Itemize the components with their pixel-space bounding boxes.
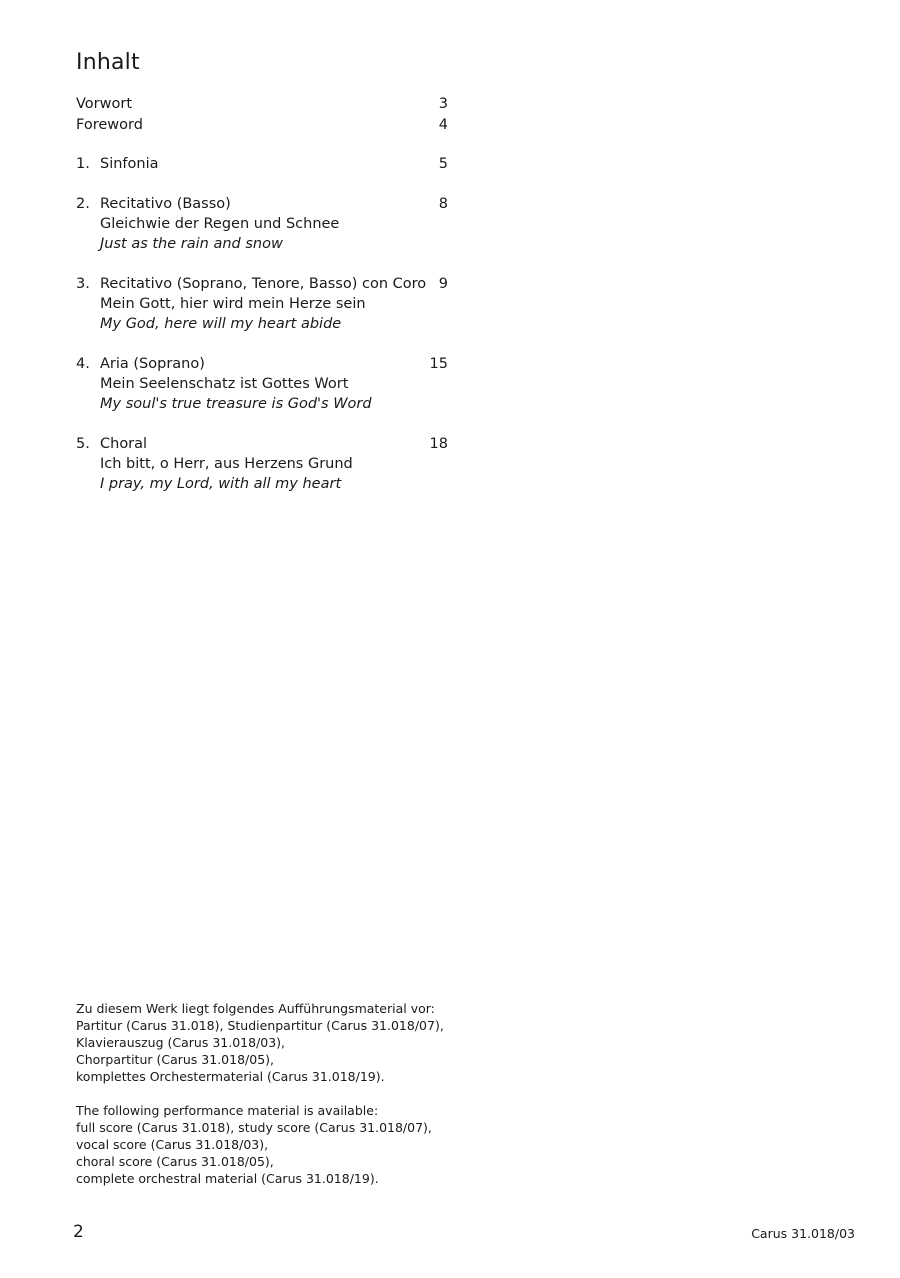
page-title: Inhalt — [76, 50, 140, 75]
movement-german-title: Mein Gott, hier wird mein Herze sein — [100, 296, 366, 312]
movement-title: Choral — [100, 436, 148, 452]
material-line-de: Partitur (Carus 31.018), Studienpartitur (Carus 31.018/07), — [76, 1018, 444, 1033]
movement-page: 15 — [429, 356, 448, 372]
material-line-en: vocal score (Carus 31.018/03), — [76, 1137, 269, 1152]
movement-title: Sinfonia — [100, 156, 159, 172]
movement-page: 9 — [438, 276, 448, 292]
movement-number: 4. — [76, 356, 90, 372]
toc-label: Vorwort — [76, 96, 133, 112]
movement-english-title: My God, here will my heart abide — [100, 316, 342, 332]
movement-title: Recitativo (Soprano, Tenore, Basso) con Coro — [100, 276, 427, 292]
page-number: 2 — [73, 1222, 84, 1242]
material-line-de: Zu diesem Werk liegt folgendes Aufführungsmaterial vor: — [76, 1001, 435, 1016]
movement-number: 2. — [76, 196, 90, 212]
material-line-de: komplettes Orchestermaterial (Carus 31.018/19). — [76, 1069, 385, 1084]
material-line-en: full score (Carus 31.018), study score (Carus 31.018/07), — [76, 1120, 432, 1135]
toc-page: 3 — [438, 96, 448, 112]
movement-german-title: Mein Seelenschatz ist Gottes Wort — [100, 376, 349, 392]
movement-number: 5. — [76, 436, 90, 452]
material-line-de: Klavierauszug (Carus 31.018/03), — [76, 1035, 286, 1050]
toc-entry-foreword — [76, 115, 448, 136]
catalog-number: Carus 31.018/03 — [751, 1226, 855, 1241]
toc-page: 4 — [438, 116, 448, 133]
toc-movement-3 — [76, 274, 448, 334]
movement-german-title: Gleichwie der Regen und Schnee — [100, 216, 340, 232]
movement-number: 3. — [76, 276, 90, 292]
movement-number: 1. — [76, 156, 90, 172]
toc-movement-4 — [76, 354, 448, 414]
movement-page: 8 — [438, 196, 448, 212]
movement-english-title: Just as the rain and snow — [100, 236, 283, 252]
movement-page: 18 — [429, 436, 448, 452]
material-line-de: Chorpartitur (Carus 31.018/05), — [76, 1052, 274, 1067]
movement-english-title: I pray, my Lord, with all my heart — [100, 476, 342, 492]
material-line-en: complete orchestral material (Carus 31.018/19). — [76, 1171, 379, 1186]
movement-title: Aria (Soprano) — [100, 356, 205, 372]
toc-entry-vorwort — [76, 94, 448, 115]
table-of-contents — [76, 94, 448, 494]
movement-page: 5 — [438, 156, 448, 172]
material-line-en: choral score (Carus 31.018/05), — [76, 1154, 274, 1169]
movement-title: Recitativo (Basso) — [100, 196, 231, 212]
toc-movement-1 — [76, 154, 448, 174]
movement-english-title: My soul's true treasure is God's Word — [100, 396, 372, 412]
toc-movement-5 — [76, 434, 448, 494]
movement-german-title: Ich bitt, o Herr, aus Herzens Grund — [100, 456, 353, 472]
performance-material-note — [76, 1000, 496, 1187]
toc-label: Foreword — [76, 116, 143, 133]
toc-movement-2 — [76, 194, 448, 254]
material-line-en: The following performance material is available: — [76, 1103, 379, 1118]
